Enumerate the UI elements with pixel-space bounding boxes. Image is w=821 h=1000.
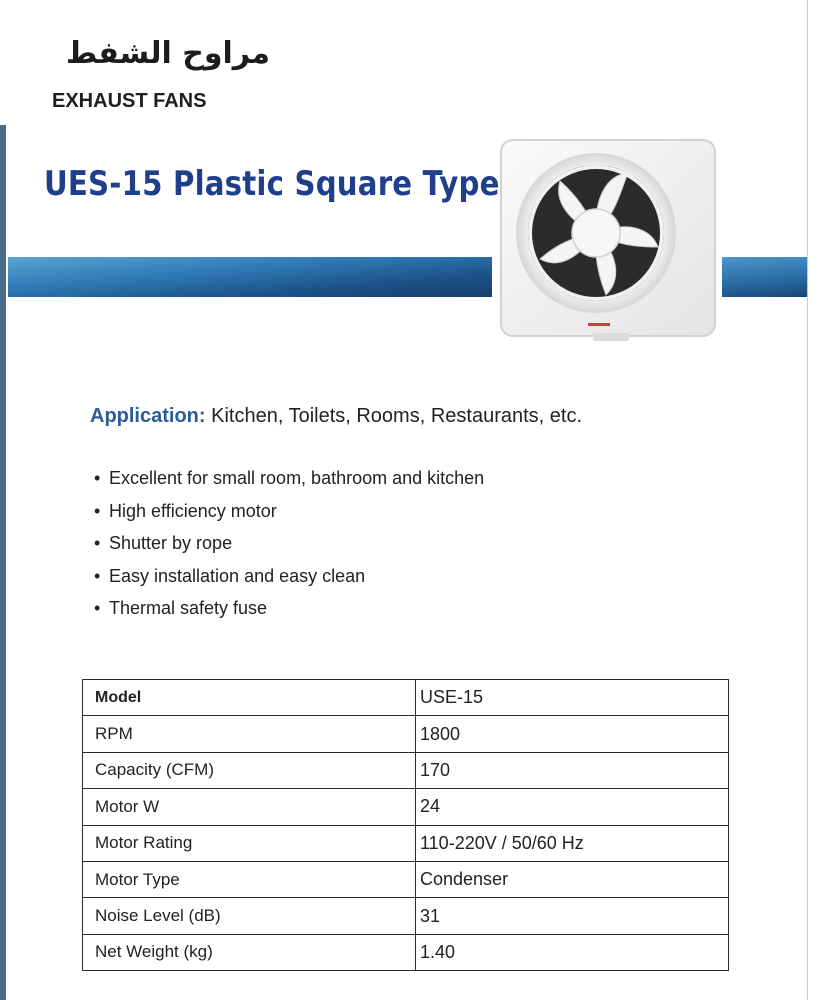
feature-text: Easy installation and easy clean	[109, 565, 366, 586]
table-row	[83, 716, 729, 752]
bullet-icon: •	[94, 500, 101, 521]
application-text: Kitchen, Toilets, Rooms, Restaurants, etc.	[205, 405, 583, 427]
feature-text: Shutter by rope	[109, 533, 233, 553]
spec-value: 170	[416, 752, 729, 788]
spec-value: USE-15	[416, 680, 729, 716]
table-row	[83, 861, 729, 897]
square-exhaust-fan-icon	[498, 137, 718, 343]
application-label: Application:	[90, 405, 206, 427]
feature-item	[94, 466, 484, 499]
table-row	[83, 898, 729, 934]
spec-value: 31	[416, 898, 729, 934]
feature-text: High efficiency motor	[109, 500, 277, 521]
arabic-category-title: مراوح الشفط	[65, 36, 270, 71]
bullet-icon: •	[94, 565, 101, 586]
title-band-right	[722, 257, 807, 297]
spec-value: 1800	[416, 716, 729, 752]
spec-label: Motor Rating	[83, 825, 416, 861]
application-line	[90, 405, 582, 428]
table-row	[83, 825, 729, 861]
table-row	[83, 934, 729, 970]
category-title: EXHAUST FANS	[52, 90, 207, 112]
spec-label: Model	[83, 680, 416, 716]
table-row	[83, 752, 729, 788]
bullet-icon: •	[94, 598, 101, 618]
specs-table	[82, 679, 729, 971]
table-row	[83, 789, 729, 825]
feature-list	[94, 466, 484, 629]
feature-item	[94, 531, 484, 564]
feature-item	[94, 596, 484, 629]
spec-value: 24	[416, 789, 729, 825]
feature-text: Excellent for small room, bathroom and kitchen	[109, 468, 485, 488]
table-row	[83, 680, 729, 716]
feature-text: Thermal safety fuse	[109, 598, 268, 618]
bullet-icon: •	[94, 468, 101, 488]
feature-item	[94, 499, 484, 532]
product-title: UES-15 Plastic Square Type	[44, 164, 500, 204]
spec-label: Capacity (CFM)	[83, 752, 416, 788]
spec-label: Motor Type	[83, 861, 416, 897]
feature-item	[94, 564, 484, 597]
spec-value: 110-220V / 50/60 Hz	[416, 825, 729, 861]
spec-value: Condenser	[416, 861, 729, 897]
spec-label: Noise Level (dB)	[83, 898, 416, 934]
title-band-left	[8, 257, 492, 297]
page-right-rule	[807, 0, 808, 1000]
page-left-rule	[0, 125, 6, 1000]
spec-label: Net Weight (kg)	[83, 934, 416, 970]
spec-label: RPM	[83, 716, 416, 752]
bullet-icon: •	[94, 533, 101, 553]
spec-value: 1.40	[416, 934, 729, 970]
spec-label: Motor W	[83, 789, 416, 825]
